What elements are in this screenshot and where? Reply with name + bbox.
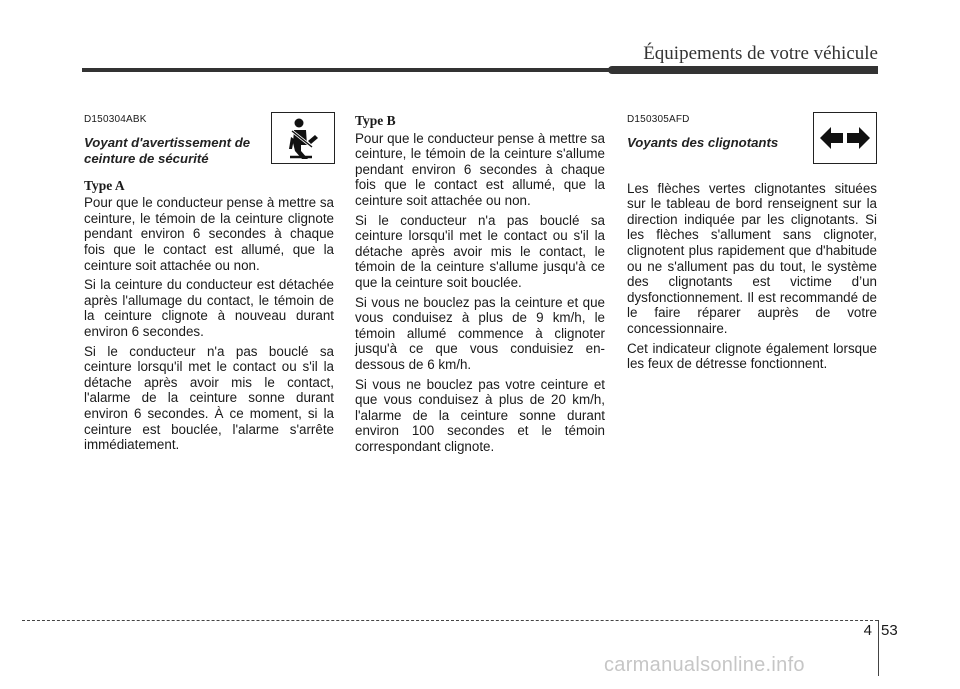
paragraph: Les flèches vertes clignotantes situées sur le tableau de bord renseignent sur la direction indiquée par les clignotants. Si les flèches s'allument sans clignoter, clignotent plus rapidement que d'habitude ou ne s'allument pas du tout, le système des clignotants est victime d’un dysfonctionnement. Il est recommandé de le faire réparer auprès de votre concessionnaire. [627,180,877,336]
paragraph: Cet indicateur clignote également lorsque les feux de détresse fonctionnent. [627,340,877,372]
section-code: D150305AFD [627,114,690,125]
paragraph: Si vous ne bouclez pas la ceinture et que vous conduisez à plus de 9 km/h, le témoin allumé commence à clignoter jusqu'à ce que vous conduisiez en-dessous de 6 km/h. [355,294,605,372]
page-number: 53 [881,622,898,639]
section-subtitle: Voyant d'avertissement de ceinture de sécurité [84,134,251,166]
section-subtitle: Voyants des clignotants [627,134,779,150]
paragraph: Si la ceinture du conducteur est détachée après l'allumage du contact, le témoin de la ceinture clignote à nouveau durant environ 6 secondes. [84,277,334,339]
type-b-label: Type B [355,113,396,128]
footer-rule [22,620,878,621]
paragraph: Si vous ne bouclez pas votre ceinture et que vous conduisez à plus de 20 km/h, l'alarme de la ceinture sonne durant environ 100 secondes et le témoin correspondant clignote. [355,376,605,454]
watermark: carmanualsonline.info [604,654,805,676]
turn-signal-arrows-icon [813,112,877,164]
type-a-label: Type A [84,177,125,193]
paragraph: Si le conducteur n'a pas bouclé sa ceinture lorsqu'il met le contact ou s'il la détache après avoir mis le contact, le témoin de la ceinture s'allume jusqu'à ce que la ceinture soit bouclée. [355,212,605,290]
column-seatbelt-type-b [355,110,605,458]
chapter-number: 4 [863,622,872,639]
section-code: D150304ABK [84,114,147,125]
paragraph: Pour que le conducteur pense à mettre sa ceinture, le témoin de la ceinture s'allume pendant environ 6 secondes à chaque fois que le contact est allumé, que la ceinture soit attachée ou non. [355,130,605,208]
seatbelt-warning-icon [271,112,335,164]
header-rule-accent [608,66,878,74]
page-header-title: Équipements de votre véhicule [643,43,878,64]
paragraph: Pour que le conducteur pense à mettre sa ceinture, le témoin de la ceinture clignote pendant environ 6 secondes à chaque fois que le contact est allumé, que la ceinture soit attachée ou non. [84,195,334,273]
footer-divider [878,620,879,676]
paragraph: Si le conducteur n'a pas bouclé sa ceinture lorsqu'il met le contact ou s'il la détache après avoir mis le contact, l'alarme de la ceinture sonne durant environ 6 secondes. À ce moment, si la ceinture est bouclée, l'alarme s'arrête immédiatement. [84,343,334,453]
